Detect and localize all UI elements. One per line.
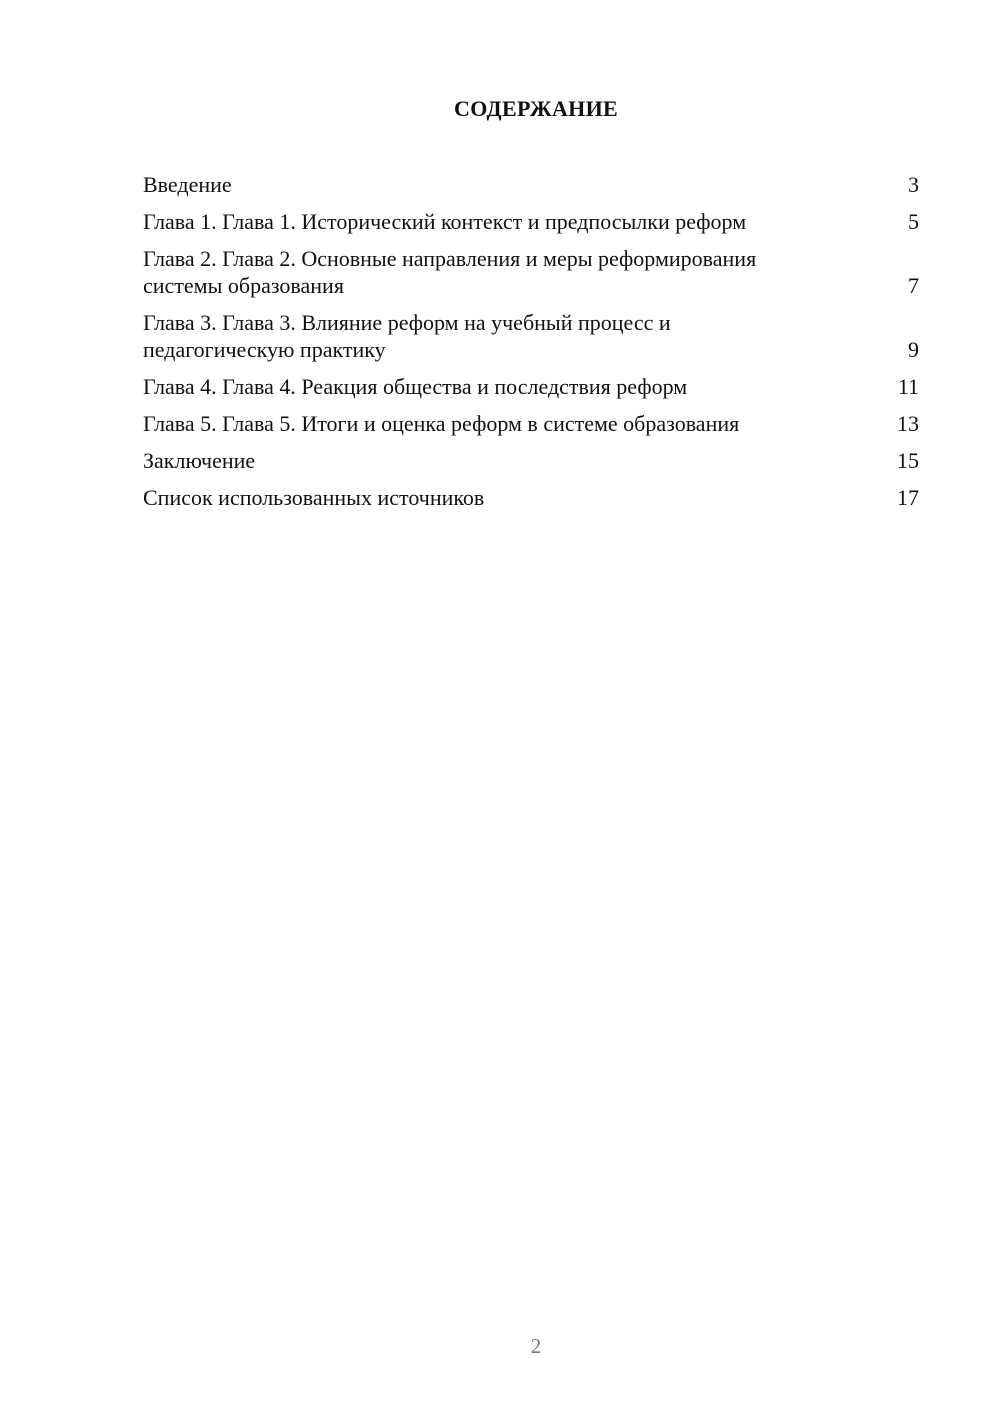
page-number: 2: [530, 1334, 542, 1358]
toc-entry-references[interactable]: [143, 484, 919, 511]
toc-entry-chapter-5[interactable]: [143, 410, 919, 437]
toc-title: СОДЕРЖАНИЕ: [454, 96, 618, 121]
toc-entry-chapter-3[interactable]: [143, 309, 919, 363]
toc-entry-page: 11: [897, 374, 919, 399]
toc-entry-label: Глава 3. Глава 3. Влияние реформ на учебный процесс и педагогическую практику: [143, 310, 671, 362]
toc-entry-chapter-1[interactable]: [143, 208, 919, 235]
toc-entry-label: Заключение: [143, 448, 256, 473]
toc-entry-page: 15: [897, 448, 919, 473]
toc-entry-conclusion[interactable]: [143, 447, 919, 474]
toc-entry-page: 17: [897, 485, 919, 510]
toc-list: [143, 171, 919, 521]
toc-entry-label: Глава 1. Глава 1. Исторический контекст и предпосылки реформ: [143, 209, 747, 234]
toc-entry-chapter-2[interactable]: [143, 245, 919, 299]
toc-entry-introduction[interactable]: [143, 171, 919, 198]
toc-entry-page: 9: [908, 337, 919, 362]
toc-entry-page: 7: [908, 273, 919, 298]
toc-entry-page: 5: [908, 209, 919, 234]
toc-entry-label: Введение: [143, 172, 232, 197]
toc-entry-label: Глава 2. Глава 2. Основные направления и меры реформирования системы образования: [143, 246, 757, 298]
toc-entry-label: Глава 4. Глава 4. Реакция общества и последствия реформ: [143, 374, 688, 399]
toc-entry-page: 13: [897, 411, 919, 436]
toc-entry-chapter-4[interactable]: [143, 373, 919, 400]
toc-entry-page: 3: [908, 172, 919, 197]
toc-entry-label: Глава 5. Глава 5. Итоги и оценка реформ в системе образования: [143, 411, 740, 436]
toc-entry-label: Список использованных источников: [143, 485, 485, 510]
